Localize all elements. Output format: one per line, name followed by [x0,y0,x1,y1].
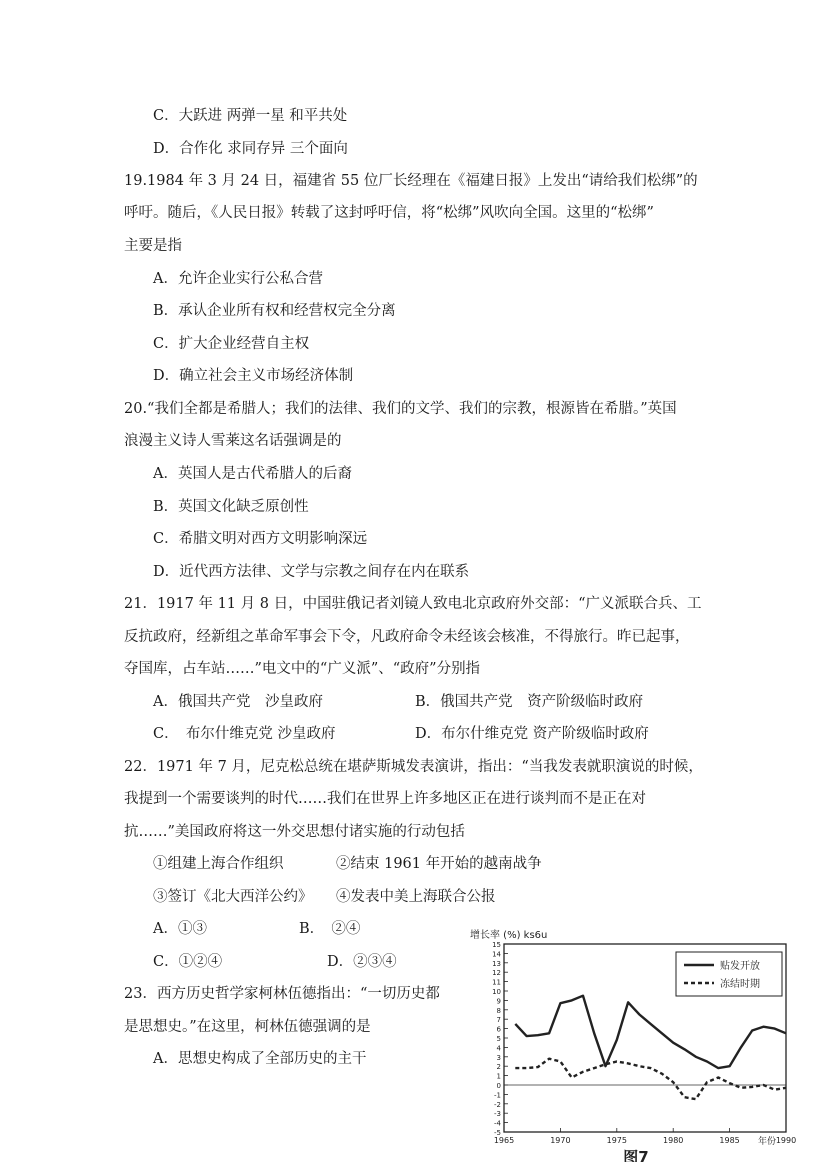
y-axis-label: 增长率 (%) ks6u [470,930,548,941]
q22-option-d: D．②③④ [327,954,397,970]
y-tick-label: 10 [492,988,501,996]
q19-option-b: B．承认企业所有权和经营权完全分离 [153,303,396,319]
q21-option-c: C． 布尔什维克党 沙皇政府 [153,726,336,742]
legend-label-dashed: 冻结时期 [720,979,760,990]
q20-option-a: A．英国人是古代希腊人的后裔 [153,466,352,482]
chart-legend [676,952,782,996]
q20-option-b: B．英国文化缺乏原创性 [153,499,309,515]
y-tick-label: -4 [494,1119,501,1128]
y-tick-label: 12 [492,969,501,978]
y-tick-label: 9 [496,997,501,1006]
y-tick-label: 1 [496,1072,501,1081]
y-tick-label: 5 [496,1035,501,1043]
x-tick-label: 1990 [775,1136,797,1145]
q18-option-d: D．合作化 求同存异 三个面向 [153,141,348,157]
q19-option-c: C．扩大企业经营自主权 [153,336,310,352]
q22-stem-line-2: 我提到一个需要谈判的时代……我们在世界上许多地区正在进行谈判而不是正在对 [124,791,646,807]
q22-item-2: ②结束 1961 年开始的越南战争 [336,856,542,872]
q21-option-d: D．布尔什维克党 资产阶级临时政府 [415,726,649,742]
q22-item-1: ①组建上海合作组织 [153,856,284,872]
q20-option-c: C．希腊文明对西方文明影响深远 [153,531,368,547]
y-tick-label: 7 [496,1016,501,1025]
legend-label-solid: 贴发开放 [720,961,760,972]
figure-caption: 图7 [623,1148,649,1162]
y-tick-label: 8 [496,1006,501,1015]
q21-option-b: B．俄国共产党 资产阶级临时政府 [415,694,644,710]
y-tick-label: 2 [496,1063,501,1072]
q22-item-4: ④发表中美上海联合公报 [336,889,496,905]
x-tick-label: 1975 [606,1136,627,1145]
q21-stem-line-2: 反抗政府，经新组之革命军事会下令，凡政府命令未经该会核准，不得旅行。昨已起事， [124,629,690,645]
y-tick-label: 0 [496,1082,501,1090]
q19-stem-line-2: 呼吁。随后，《人民日报》转载了这封呼吁信，将“松绑”风吹向全国。这里的“松绑” [124,205,654,221]
y-tick-label: 4 [496,1044,501,1053]
growth-rate-chart [468,922,798,1162]
q19-option-d: D．确立社会主义市场经济体制 [153,368,354,384]
x-axis-end-label: 年份 [758,1137,777,1147]
q23-stem-line-1: 23．西方历史哲学家柯林伍德指出：“一切历史都 [124,986,440,1002]
q22-item-3: ③签订《北大西洋公约》 [153,889,313,905]
q21-stem-line-1: 21．1917 年 11 月 8 日，中国驻俄记者刘镜人致电北京政府外交部：“广义派联合兵、工 [124,596,702,612]
q22-option-a: A．①③ [153,921,207,937]
x-tick-label: 1985 [719,1136,740,1145]
q22-stem-line-3: 抗……”美国政府将这一外交思想付诸实施的行动包括 [124,824,465,840]
x-tick-label: 1965 [493,1136,515,1145]
q23-stem-line-2: 是思想史。”在这里，柯林伍德强调的是 [124,1019,371,1035]
q18-option-c: C．大跃进 两弹一星 和平共处 [153,108,348,124]
y-tick-label: 15 [492,941,501,949]
q19-stem-line-3: 主要是指 [124,238,182,254]
q21-stem-line-3: 夺国库，占车站……”电文中的“广义派”、“政府”分别指 [124,661,481,677]
q22-option-b: B． ②④ [299,921,361,937]
q22-stem-line-1: 22．1971 年 7 月，尼克松总统在堪萨斯城发表演讲，指出：“当我发表就职演说的时候， [124,759,703,775]
q21-option-a: A．俄国共产党 沙皇政府 [153,694,323,710]
q19-option-a: A．允许企业实行公私合营 [153,271,323,287]
y-tick-label: -1 [494,1091,501,1100]
x-tick-label: 1970 [550,1136,571,1145]
y-tick-label: -5 [494,1129,501,1137]
q19-stem-line-1: 19.1984 年 3 月 24 日，福建省 55 位厂长经理在《福建日报》上发出“请给我们松绑”的 [124,173,698,189]
q20-stem-line-1: 20.“我们全都是希腊人；我们的法律、我们的文学、我们的宗教，根源皆在希腊。”英国 [124,401,677,417]
y-tick-label: -2 [494,1100,501,1109]
q20-option-d: D．近代西方法律、文学与宗教之间存在内在联系 [153,564,470,580]
q20-stem-line-2: 浪漫主义诗人雪莱这名话强调是的 [124,433,342,449]
y-tick-label: -3 [494,1110,501,1119]
y-tick-label: 6 [496,1025,501,1034]
y-tick-label: 13 [492,959,501,968]
y-tick-label: 14 [492,950,501,959]
y-tick-label: 11 [492,978,501,987]
x-tick-label: 1980 [663,1136,684,1145]
q22-option-c: C．①②④ [153,954,223,970]
figure-7 [468,922,798,1162]
q23-option-a: A．思想史构成了全部历史的主干 [153,1051,367,1067]
y-tick-label: 3 [496,1053,501,1062]
